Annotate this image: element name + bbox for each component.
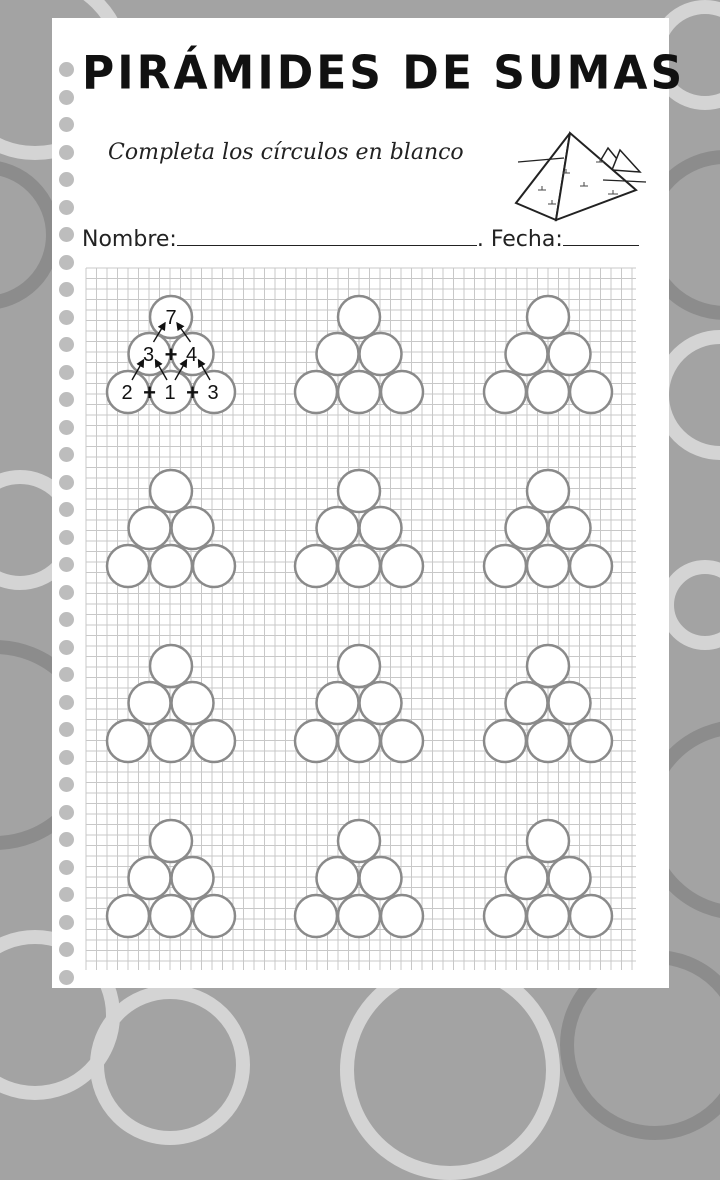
pyramid-circle[interactable] [484, 720, 526, 762]
pyramid-circle[interactable] [381, 545, 423, 587]
pyramid-circle[interactable] [129, 857, 171, 899]
pyramid-circle[interactable] [338, 820, 380, 862]
pyramid-circle[interactable] [129, 507, 171, 549]
pyramid-circle[interactable] [338, 895, 380, 937]
pyramid-circle[interactable] [381, 371, 423, 413]
pyramid-circle[interactable] [360, 682, 402, 724]
example-top-number: 7 [165, 307, 177, 329]
pyramid-circle[interactable] [484, 895, 526, 937]
example-bottom-number: 1 [164, 382, 176, 404]
pyramid-circle[interactable] [527, 820, 569, 862]
blank-pyramid [484, 470, 612, 587]
pyramid-circle[interactable] [360, 333, 402, 375]
pyramid-circle[interactable] [193, 895, 235, 937]
pyramid-circle[interactable] [338, 720, 380, 762]
pyramid-circle[interactable] [570, 545, 612, 587]
pyramid-circle[interactable] [107, 720, 149, 762]
pyramid-circle[interactable] [506, 857, 548, 899]
blank-pyramid [295, 645, 423, 762]
pyramid-circle[interactable] [338, 371, 380, 413]
pyramid-circle[interactable] [107, 545, 149, 587]
example-bottom-number: 3 [207, 382, 219, 404]
pyramid-circle[interactable] [506, 507, 548, 549]
blank-pyramid [484, 645, 612, 762]
pyramid-circle[interactable] [527, 645, 569, 687]
pyramid-circle[interactable] [150, 895, 192, 937]
pyramid-circle[interactable] [527, 371, 569, 413]
pyramid-circle[interactable] [570, 371, 612, 413]
pyramid-circle[interactable] [549, 333, 591, 375]
pyramid-circle[interactable] [317, 682, 359, 724]
pyramid-circle[interactable] [338, 545, 380, 587]
pyramid-circle[interactable] [570, 720, 612, 762]
pyramid-circle[interactable] [295, 895, 337, 937]
pyramid-circle[interactable] [549, 682, 591, 724]
pyramid-circle[interactable] [338, 645, 380, 687]
worksheet-title: PIRÁMIDES DE SUMAS [82, 46, 686, 101]
pyramid-circle[interactable] [150, 720, 192, 762]
pyramid-circle[interactable] [484, 545, 526, 587]
example-plus-operator: + [164, 342, 178, 367]
pyramid-circle[interactable] [295, 720, 337, 762]
pyramid-circle[interactable] [193, 720, 235, 762]
pyramid-circle[interactable] [317, 857, 359, 899]
pyramid-circle[interactable] [360, 857, 402, 899]
pyramid-circle[interactable] [107, 895, 149, 937]
example-middle-number: 3 [142, 344, 155, 366]
pyramid-circle[interactable] [150, 820, 192, 862]
blank-pyramid [484, 820, 612, 937]
blank-pyramid [295, 296, 423, 413]
pyramid-circle[interactable] [172, 857, 214, 899]
pyramid-circle[interactable] [317, 507, 359, 549]
example-plus-operator: + [143, 380, 156, 405]
pyramid-circle[interactable] [527, 720, 569, 762]
pyramid-circle[interactable] [506, 682, 548, 724]
pyramid-circle[interactable] [150, 645, 192, 687]
blank-pyramid [107, 470, 235, 587]
pyramid-circle[interactable] [193, 545, 235, 587]
pyramid-circle[interactable] [484, 371, 526, 413]
pyramid-circle[interactable] [129, 682, 171, 724]
pyramid-circle[interactable] [381, 895, 423, 937]
example-middle-number: 4 [185, 344, 198, 366]
pyramid-circle[interactable] [527, 296, 569, 338]
pyramid-circle[interactable] [527, 545, 569, 587]
blank-pyramid [295, 470, 423, 587]
pyramid-circle[interactable] [506, 333, 548, 375]
pyramid-circle[interactable] [549, 507, 591, 549]
blank-pyramid [107, 820, 235, 937]
pyramid-circle[interactable] [295, 545, 337, 587]
pyramid-circle[interactable] [527, 470, 569, 512]
pyramid-circle[interactable] [150, 545, 192, 587]
pyramid-circle[interactable] [527, 895, 569, 937]
pyramid-circle[interactable] [317, 333, 359, 375]
instruction-text: Completa los círculos en blanco [108, 140, 464, 165]
pyramid-circle[interactable] [150, 470, 192, 512]
blank-pyramid [484, 296, 612, 413]
blank-pyramid [295, 820, 423, 937]
pyramid-circle[interactable] [172, 682, 214, 724]
pyramid-circle[interactable] [381, 720, 423, 762]
date-label: . Fecha: [476, 227, 563, 252]
example-bottom-number: 2 [121, 382, 133, 404]
pyramid-circle[interactable] [570, 895, 612, 937]
pyramid-circle[interactable] [338, 296, 380, 338]
pyramid-circle[interactable] [295, 371, 337, 413]
pyramid-circle[interactable] [549, 857, 591, 899]
pyramid-circle[interactable] [338, 470, 380, 512]
blank-pyramid [107, 645, 235, 762]
name-label: Nombre: [82, 227, 177, 252]
pyramid-circle[interactable] [172, 507, 214, 549]
example-plus-operator: + [186, 380, 199, 405]
pyramid-circle[interactable] [360, 507, 402, 549]
